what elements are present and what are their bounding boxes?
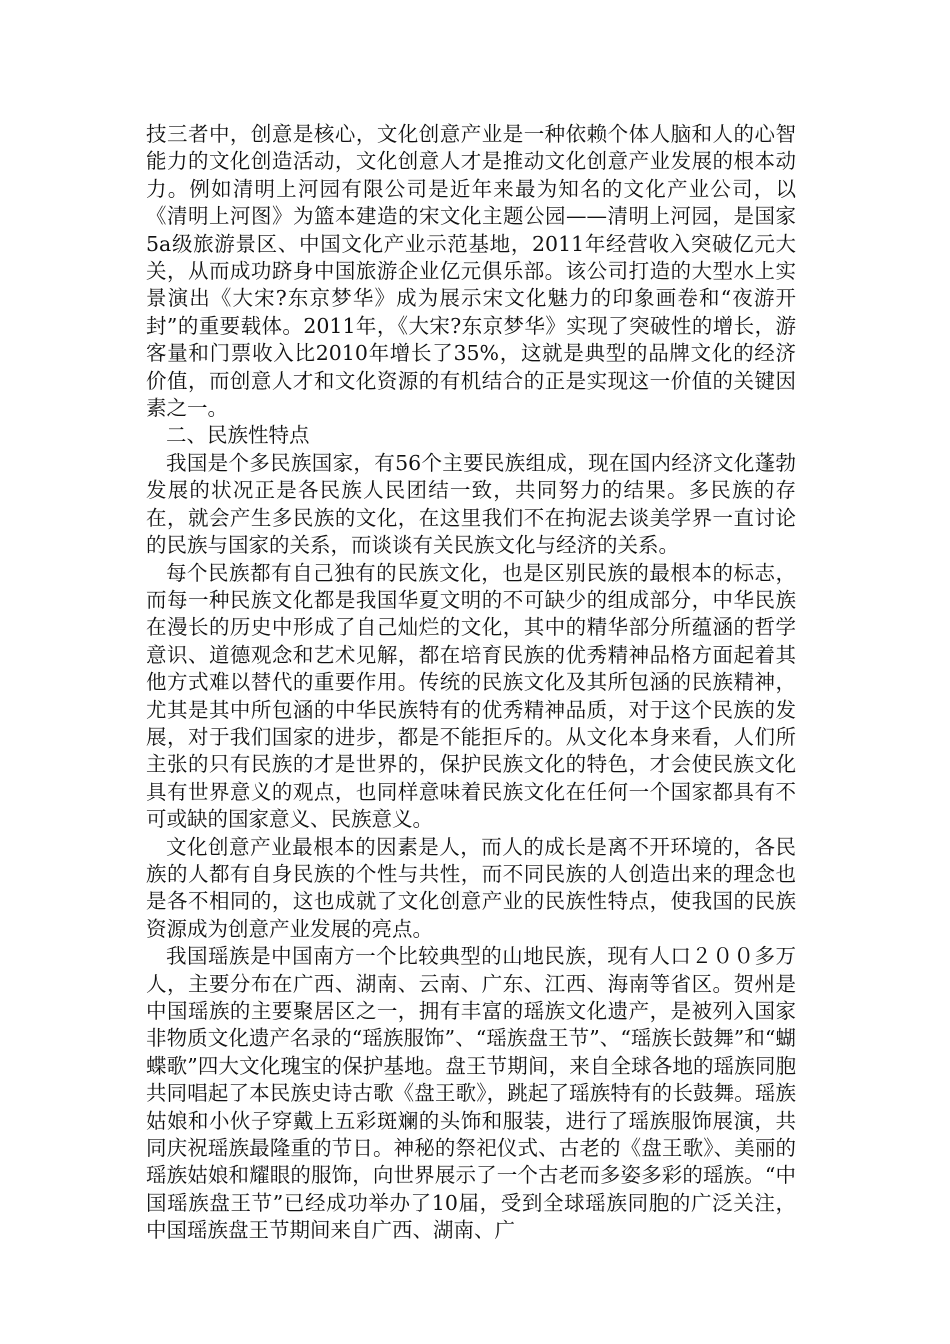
paragraph-creative-industry-people: 文化创意产业最根本的因素是人，而人的成长是离不开环境的，各民族的人都有自身民族的个性与共性，而不同民族的人创造出来的理念也是各不相同的，这也成就了文化创意产业的民族性特点，使我国的民族资源成为创意产业发展的亮点。 [146,834,796,941]
paragraph-1-continuation: 技三者中，创意是核心，文化创意产业是一种依赖个体人脑和人的心智能力的文化创造活动，文化创意人才是推动文化创意产业发展的根本动力。例如清明上河园有限公司是近年来最为知名的文化产业公司，以《清明上河图》为篮本建造的宋文化主题公园——清明上河园，是国家5a级旅游景区、中国文化产业示范基地，2011年经营收入突破亿元大关，从而成功跻身中国旅游企业亿元俱乐部。该公司打造的大型水上实景演出《大宋?东京梦华》成为展示宋文化魅力的印象画卷和“夜游开封”的重要载体。2011年，《大宋?东京梦华》实现了突破性的增长，游客量和门票收入比2010年增长了35%，这就是典型的品牌文化的经济价值，而创意人才和文化资源的有机结合的正是实现这一价值的关键因素之一。 [146,122,796,421]
document-body [146,121,796,1245]
paragraph-yao-people: 我国瑶族是中国南方一个比较典型的山地民族，现有人口２００多万人，主要分布在广西、湖南、云南、广东、江西、海南等省区。贺州是中国瑶族的主要聚居区之一，拥有丰富的瑶族文化遗产，是被列入国家非物质文化遗产名录的“瑶族服饰”、“瑶族盘王节”、“瑶族长鼓舞”和“蝴蝶歌”四大文化瑰宝的保护基地。盘王节期间，来自全球各地的瑶族同胞共同唱起了本民族史诗古歌《盘王歌》，跳起了瑶族特有的长鼓舞。瑶族姑娘和小伙子穿戴上五彩斑斓的头饰和服装，进行了瑶族服饰展演，共同庆祝瑶族最隆重的节日。神秘的祭祀仪式、古老的《盘王歌》、美丽的瑶族姑娘和耀眼的服饰，向世界展示了一个古老而多姿多彩的瑶族。“中国瑶族盘王节”已经成功举办了10届，受到全球瑶族同胞的广泛关注，中国瑶族盘王节期间来自广西、湖南、广 [146,944,796,1243]
paragraph-multi-ethnic-country: 我国是个多民族国家，有56个主要民族组成，现在国内经济文化蓬勃发展的状况正是各民族人民团结一致，共同努力的结果。多民族的存在，就会产生多民族的文化，在这里我们不在拘泥去谈美学界一直讨论的民族与国家的关系，而谈谈有关民族文化与经济的关系。 [146,450,796,558]
section-heading-ethnic-characteristics: 二、民族性特点 [166,423,310,448]
paragraph-ethnic-culture: 每个民族都有自己独有的民族文化，也是区别民族的最根本的标志，而每一种民族文化都是我国华夏文明的不可缺少的组成部分，中华民族在漫长的历史中形成了自己灿烂的文化，其中的精华部分所蕴涵的哲学意识、道德观念和艺术见解，都在培育民族的优秀精神品格方面起着其他方式难以替代的重要作用。传统的民族文化及其所包涵的民族精神，尤其是其中所包涵的中华民族特有的优秀精神品质，对于这个民族的发展，对于我们国家的进步，都是不能拒斥的。从文化本身来看，人们所主张的只有民族的才是世界的，保护民族文化的特色，才会使民族文化具有世界意义的观点，也同样意味着民族文化在任何一个国家都具有不可或缺的国家意义、民族意义。 [146,560,796,832]
